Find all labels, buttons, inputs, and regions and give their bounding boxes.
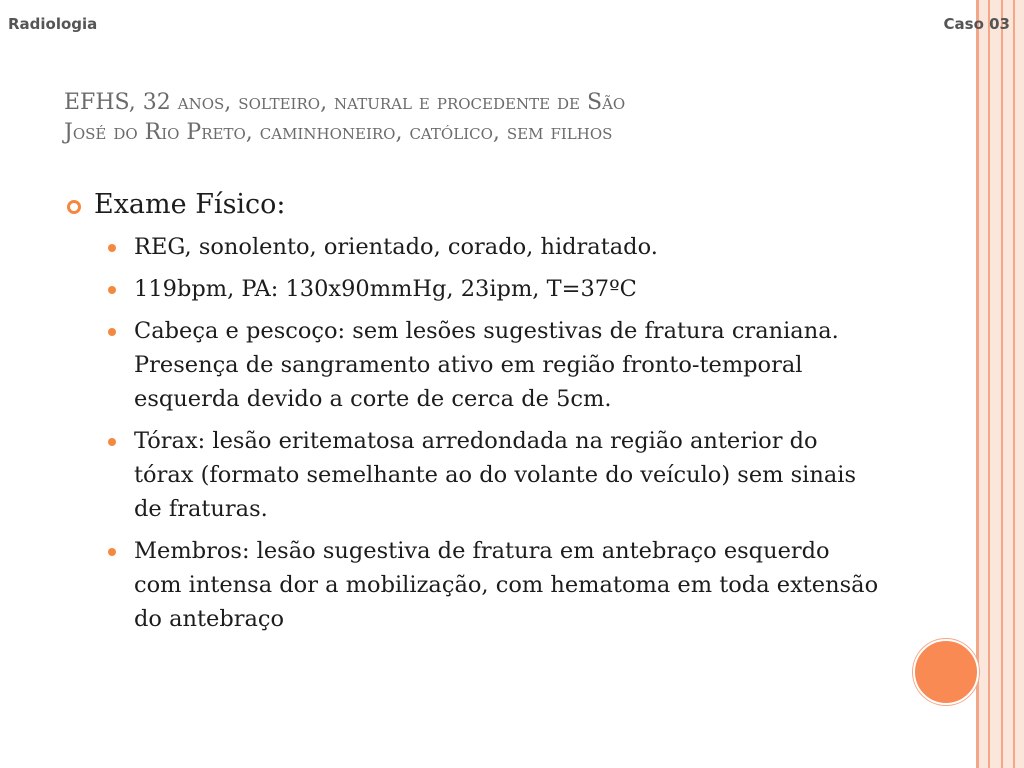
decorative-circle xyxy=(913,639,979,705)
list-item xyxy=(64,272,884,306)
decorative-stripe xyxy=(976,0,979,768)
section-heading-item xyxy=(64,188,884,222)
list-item-text: Cabeça e pescoço: sem lesões sugestivas de fratura craniana. Presença de sangramento ativo em região fronto-temporal esquerda devido a corte de cerca de 5cm. xyxy=(134,318,839,412)
list-item xyxy=(64,314,884,416)
list-item xyxy=(64,230,884,264)
dot-bullet-icon xyxy=(108,548,116,556)
slide-title-line-2: José do Rio Preto, caminhoneiro, católico, sem filhos xyxy=(64,120,613,145)
slide-content xyxy=(64,188,884,644)
list-item xyxy=(64,534,884,636)
ring-bullet-icon xyxy=(67,200,81,214)
list-item-text: Membros: lesão sugestiva de fratura em antebraço esquerdo com intensa dor a mobilização, com hematoma em toda extensão do antebraço xyxy=(134,538,879,632)
decorative-stripe xyxy=(1013,0,1015,768)
dot-bullet-icon xyxy=(108,286,116,294)
list-item-text: 119bpm, PA: 130x90mmHg, 23ipm, T=37ºC xyxy=(134,276,637,302)
slide-title-line-1: EFHS, 32 anos, solteiro, natural e procedente de São xyxy=(64,90,626,115)
dot-bullet-icon xyxy=(108,244,116,252)
slide-title xyxy=(64,88,894,148)
list-item xyxy=(64,424,884,526)
list-item-text: Tórax: lesão eritematosa arredondada na região anterior do tórax (formato semelhante ao do volante do veículo) sem sinais de fraturas. xyxy=(134,428,857,522)
decorative-stripe-panel xyxy=(976,0,1024,768)
exam-findings-list xyxy=(64,230,884,636)
dot-bullet-icon xyxy=(108,438,116,446)
section-heading: Exame Físico: xyxy=(94,189,286,220)
decorative-stripe xyxy=(988,0,990,768)
decorative-stripe xyxy=(1001,0,1003,768)
header-subject: Radiologia xyxy=(8,15,98,33)
dot-bullet-icon xyxy=(108,328,116,336)
header-case-number: Caso 03 xyxy=(943,15,1010,33)
list-item-text: REG, sonolento, orientado, corado, hidratado. xyxy=(134,234,658,260)
